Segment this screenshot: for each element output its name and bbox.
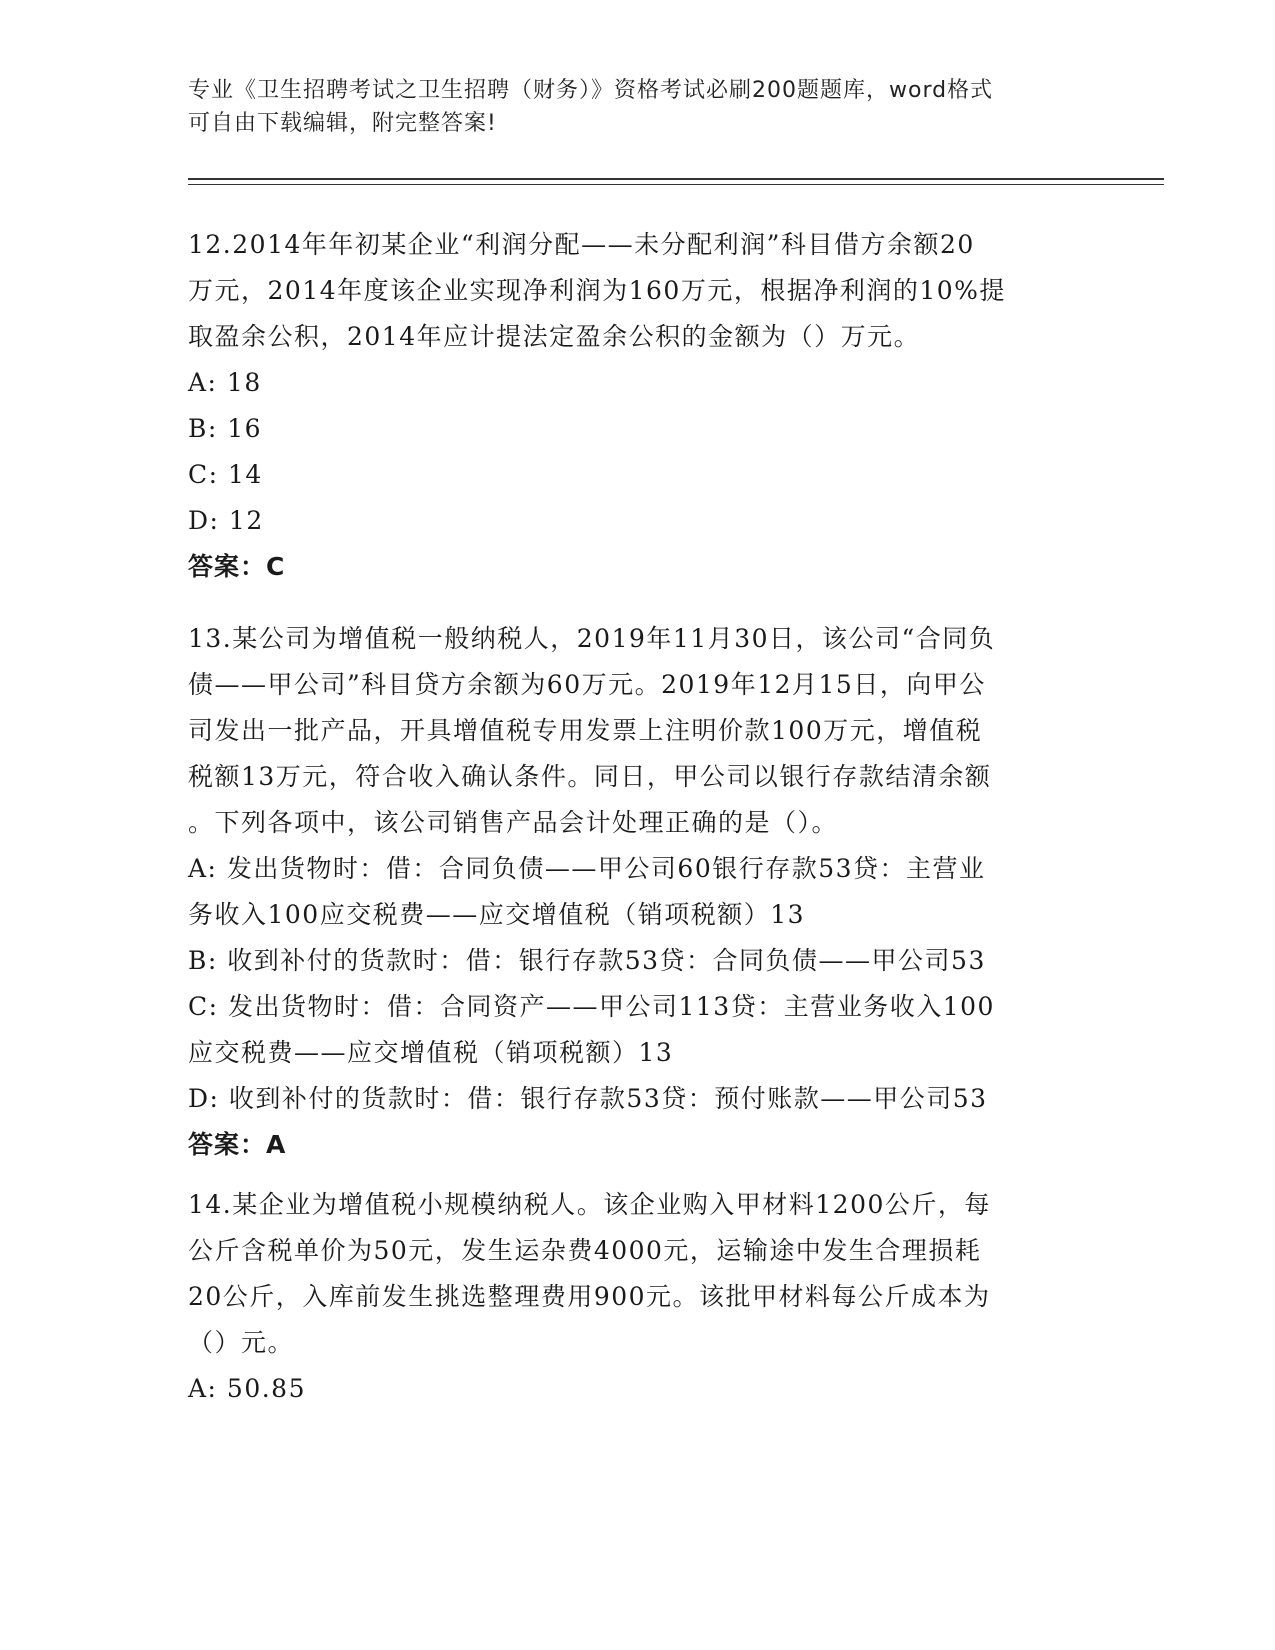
question-text-line: 13.某公司为增值税一般纳税人，2019年11月30日，该公司“合同负	[188, 624, 996, 653]
option-a-continued: 务收入100应交税费——应交增值税（销项税额）13	[188, 900, 806, 929]
question-text-line: 万元，2014年度该企业实现净利润为160万元，根据净利润的10%提	[188, 276, 1006, 305]
question-text-line: 司发出一批产品，开具增值税专用发票上注明价款100万元，增值税	[188, 716, 983, 745]
header-divider-thin	[188, 184, 1164, 185]
question-text-line: 公斤含税单价为50元，发生运杂费4000元，运输途中发生合理损耗	[188, 1236, 982, 1265]
document-header	[188, 74, 1068, 140]
option-d: D: 12	[188, 506, 264, 535]
header-line-1: 专业《卫生招聘考试之卫生招聘（财务）》资格考试必刷200题题库，word格式	[188, 78, 994, 103]
question-text-line: （）元。	[188, 1328, 295, 1357]
question-12	[188, 222, 1088, 590]
question-text-line: 债——甲公司”科目贷方余额为60万元。2019年12月15日，向甲公	[188, 670, 986, 699]
header-line-2: 可自由下载编辑，附完整答案!	[188, 111, 497, 136]
header-divider-thick	[188, 178, 1164, 180]
answer-line: 答案：A	[188, 1130, 287, 1159]
option-d: D: 收到补付的货款时：借：银行存款53贷：预付账款——甲公司53	[188, 1084, 988, 1113]
option-a: A: 18	[188, 368, 262, 397]
question-text-line: 14.某企业为增值税小规模纳税人。该企业购入甲材料1200公斤，每	[188, 1190, 991, 1219]
question-text-line: 20公斤，入库前发生挑选整理费用900元。该批甲材料每公斤成本为	[188, 1282, 991, 1311]
question-text-line: 取盈余公积，2014年应计提法定盈余公积的金额为（）万元。	[188, 322, 921, 351]
option-b: B: 16	[188, 414, 263, 443]
question-13	[188, 616, 1088, 1168]
question-text-line: 税额13万元，符合收入确认条件。同日，甲公司以银行存款结清余额	[188, 762, 992, 791]
question-text-line: 12.2014年年初某企业“利润分配——未分配利润”科目借方余额20	[188, 230, 975, 259]
option-c: C: 发出货物时：借：合同资产——甲公司113贷：主营业务收入100	[188, 992, 995, 1021]
question-14	[188, 1182, 1088, 1412]
option-c-continued: 应交税费——应交增值税（销项税额）13	[188, 1038, 674, 1067]
option-a: A: 50.85	[188, 1374, 306, 1403]
option-c: C: 14	[188, 460, 263, 489]
answer-line: 答案：C	[188, 552, 286, 581]
option-b: B: 收到补付的货款时：借：银行存款53贷：合同负债——甲公司53	[188, 946, 986, 975]
option-a: A: 发出货物时：借：合同负债——甲公司60银行存款53贷：主营业	[188, 854, 986, 883]
question-text-line: 。下列各项中，该公司销售产品会计处理正确的是（）。	[188, 808, 839, 837]
